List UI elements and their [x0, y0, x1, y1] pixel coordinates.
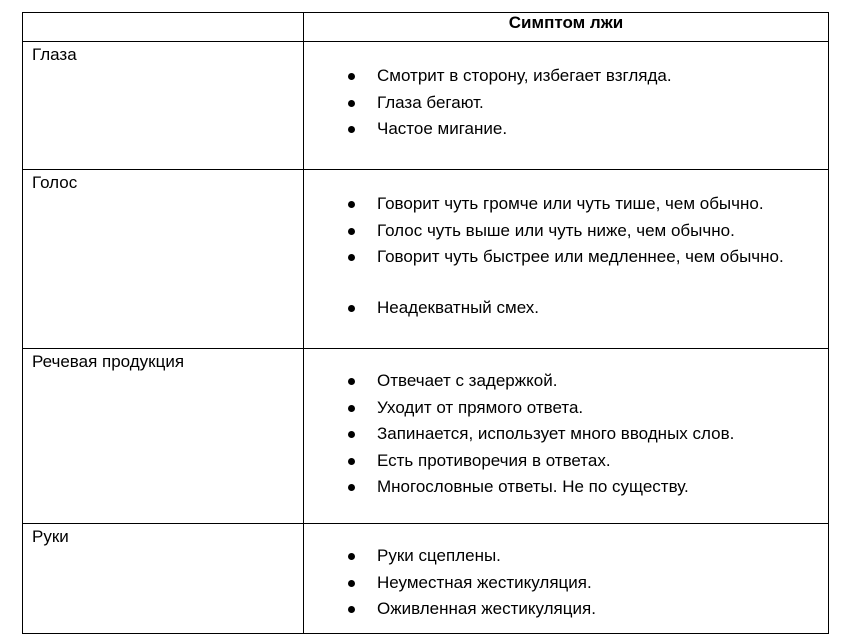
symptom-header-cell: Симптом лжи — [304, 13, 829, 42]
list-item: Частое мигание. — [304, 116, 819, 143]
symptom-list-speech — [304, 349, 828, 511]
list-item: Неуместная жестикуляция. — [304, 570, 819, 597]
list-item: Руки сцеплены. — [304, 543, 819, 570]
symptom-list-voice — [304, 170, 828, 332]
symptom-list-eyes — [304, 42, 828, 153]
list-item: Есть противоречия в ответах. — [304, 448, 819, 475]
list-item: Запинается, использует много вводных слов. — [304, 421, 819, 448]
table-header-row — [23, 13, 829, 42]
symptoms-cell-speech — [304, 349, 829, 524]
category-cell-hands: Руки — [23, 524, 304, 634]
category-header-cell — [23, 13, 304, 42]
table-row-eyes — [23, 42, 829, 170]
list-item: Уходит от прямого ответа. — [304, 395, 819, 422]
list-item: Голос чуть выше или чуть ниже, чем обычно. — [304, 218, 819, 245]
list-item: Многословные ответы. Не по существу. — [304, 474, 819, 501]
symptom-list-hands — [304, 524, 828, 633]
symptoms-cell-eyes — [304, 42, 829, 170]
list-item: Неадекватный смех. — [304, 295, 819, 322]
list-item: Глаза бегают. — [304, 90, 819, 117]
list-item: Смотрит в сторону, избегает взгляда. — [304, 63, 819, 90]
symptoms-cell-hands — [304, 524, 829, 634]
list-item: Говорит чуть громче или чуть тише, чем обычно. — [304, 191, 819, 218]
category-cell-eyes: Глаза — [23, 42, 304, 170]
category-cell-speech: Речевая продукция — [23, 349, 304, 524]
symptoms-cell-voice — [304, 170, 829, 349]
list-item: Отвечает с задержкой. — [304, 368, 819, 395]
category-cell-voice: Голос — [23, 170, 304, 349]
table-row-voice — [23, 170, 829, 349]
list-item: Говорит чуть быстрее или медленнее, чем обычно. — [304, 244, 819, 269]
table-row-speech — [23, 349, 829, 524]
table-row-hands — [23, 524, 829, 634]
list-item: Оживленная жестикуляция. — [304, 596, 819, 623]
lie-symptoms-table — [22, 12, 829, 634]
